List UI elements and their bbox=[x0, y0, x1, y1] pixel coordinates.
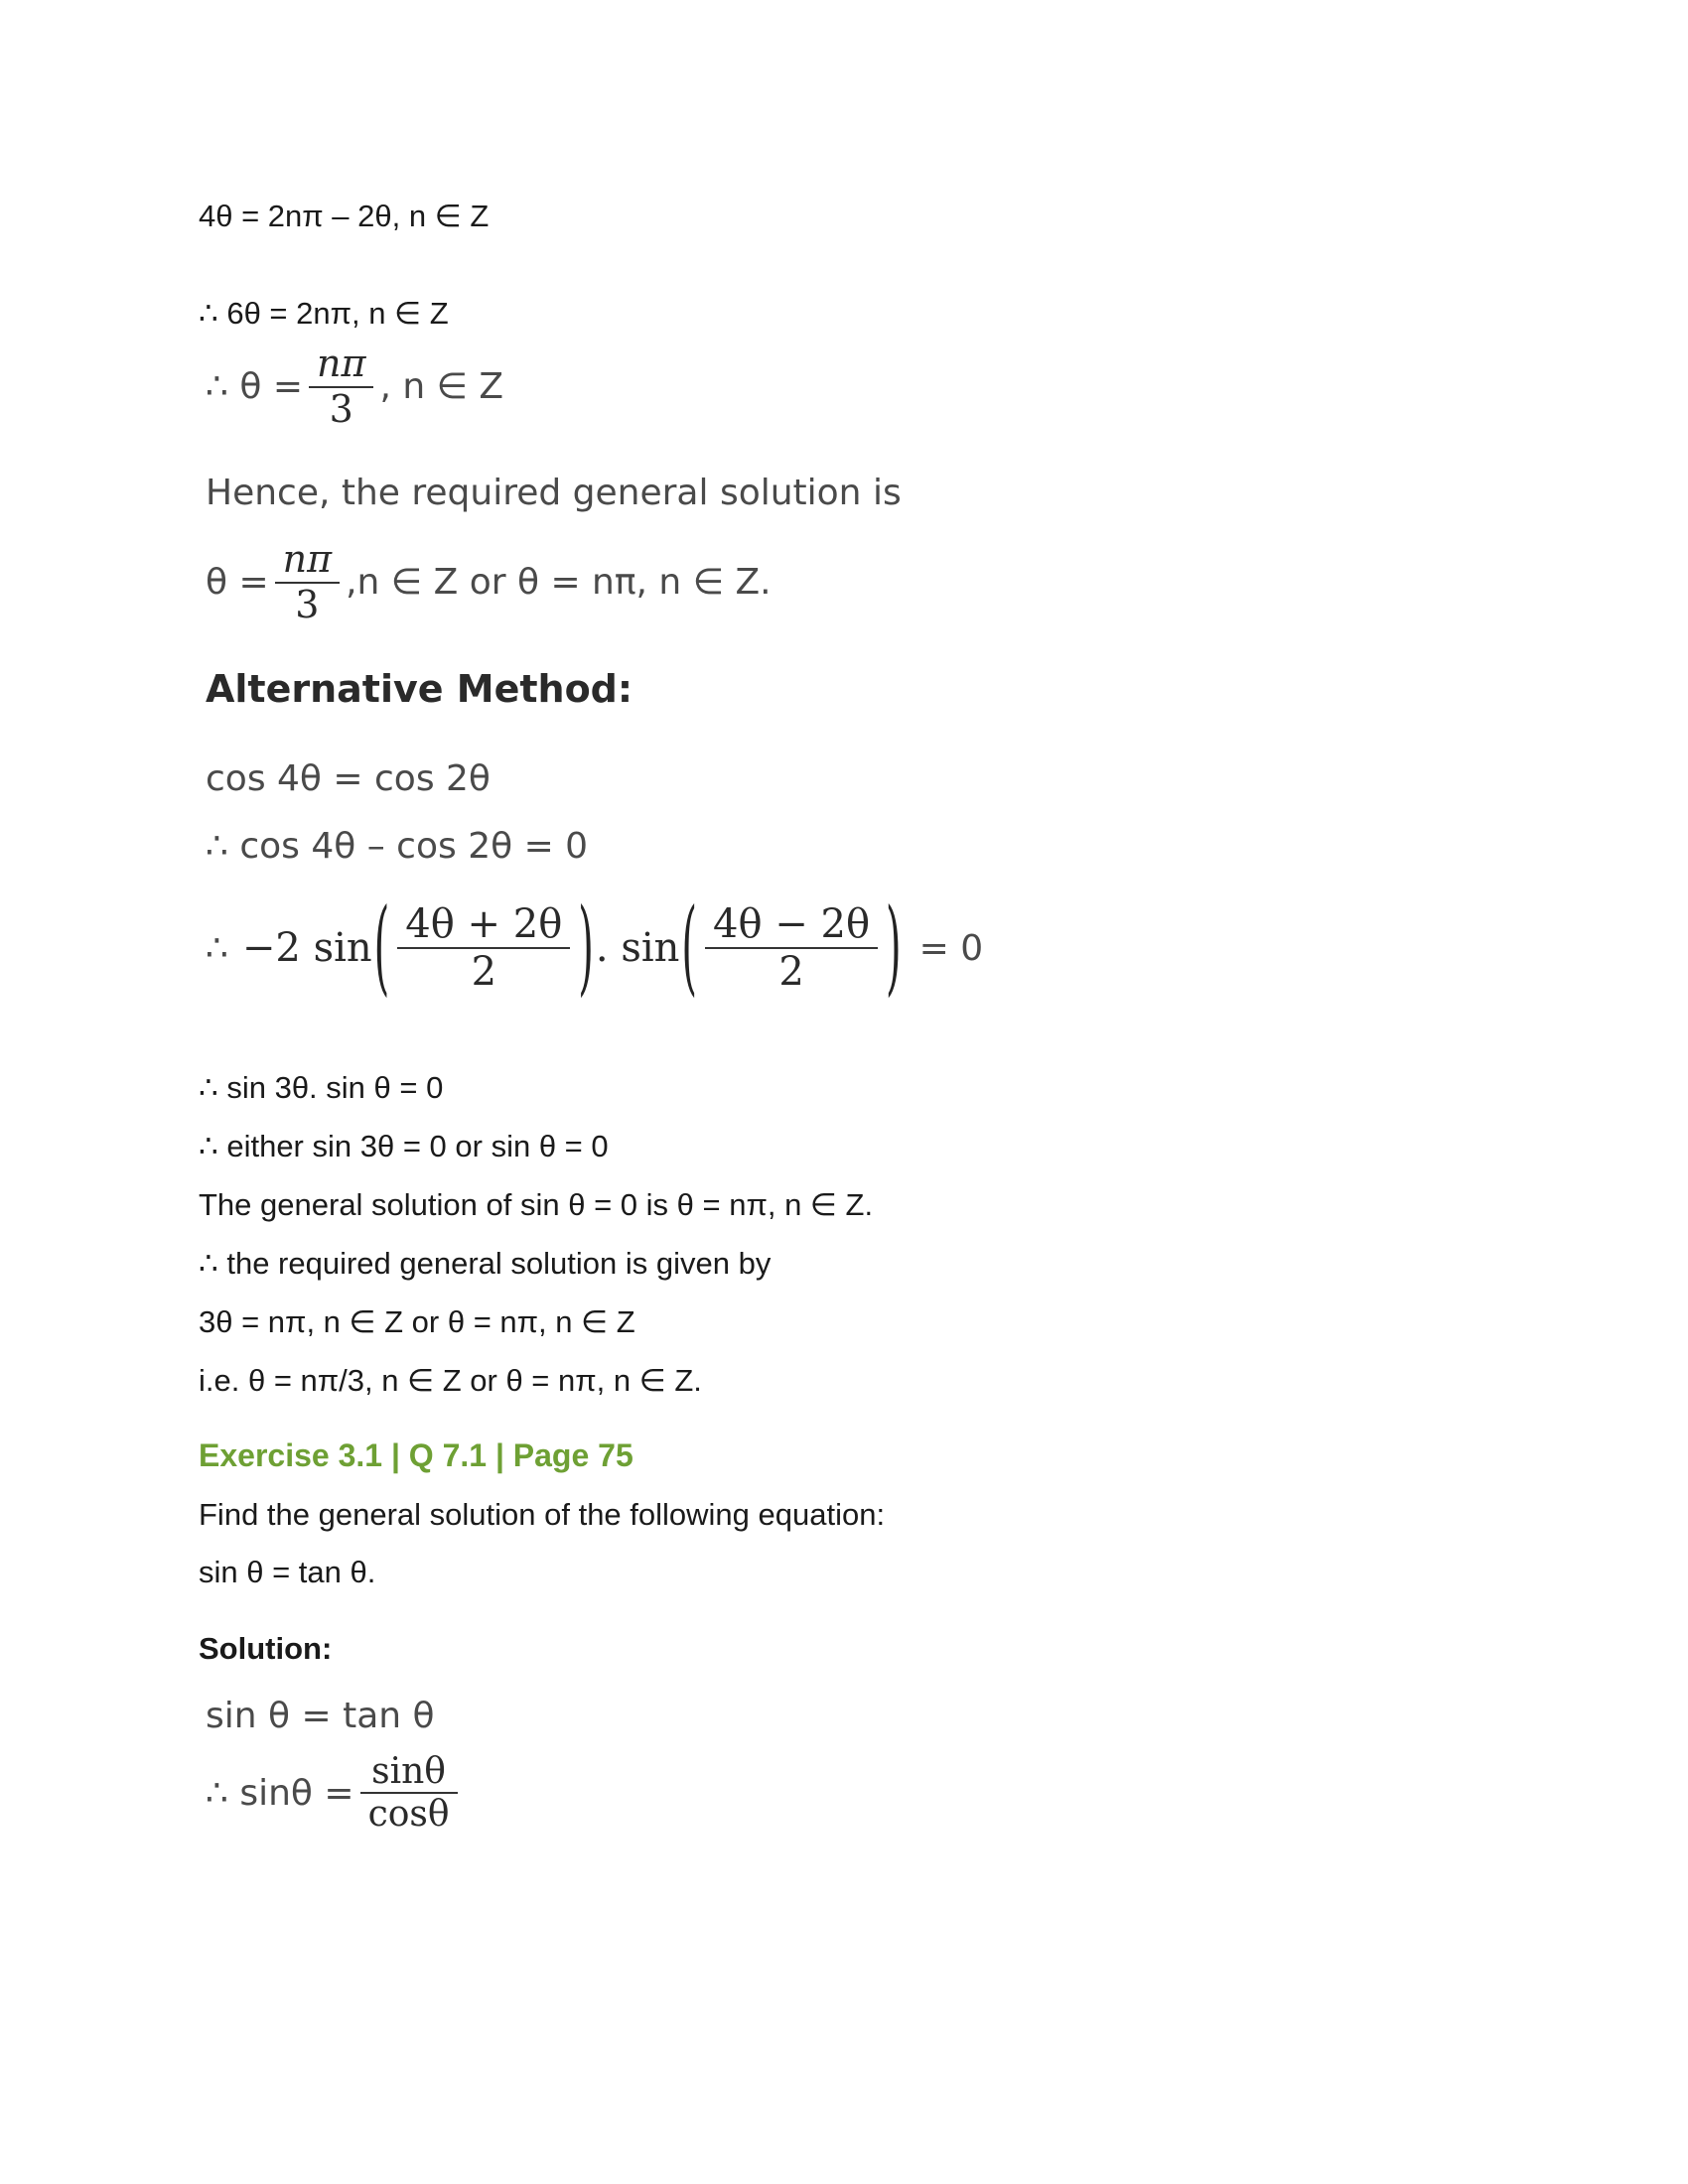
left-paren: ( bbox=[373, 888, 390, 1008]
text-line: The general solution of sin θ = 0 is θ = nπ, n ∈ Z. bbox=[199, 1187, 874, 1222]
theta-fraction-line bbox=[206, 342, 503, 431]
equation-line: 3θ = nπ, n ∈ Z or θ = nπ, n ∈ Z bbox=[199, 1304, 635, 1339]
fraction-numerator: 4θ − 2θ bbox=[705, 901, 878, 949]
fraction-numerator: sinθ bbox=[360, 1751, 458, 1794]
fraction-denominator: 2 bbox=[778, 949, 804, 995]
sin-fraction-line bbox=[206, 1751, 464, 1836]
question-equation: sin θ = tan θ. bbox=[199, 1555, 376, 1589]
fraction-denominator: 3 bbox=[295, 582, 320, 626]
equation-line: 4θ = 2nπ – 2θ, n ∈ Z bbox=[199, 199, 490, 233]
equation-line: ∴ cos 4θ – cos 2θ = 0 bbox=[206, 826, 589, 867]
left-paren: ( bbox=[681, 888, 698, 1008]
text-line: ∴ the required general solution is given by bbox=[199, 1246, 772, 1281]
general-solution-line bbox=[206, 538, 772, 626]
equation-prefix: ∴ sinθ = bbox=[206, 1772, 354, 1814]
equation-middle: . sin bbox=[595, 925, 680, 971]
equation-suffix: ,n ∈ Z or θ = nπ, n ∈ Z. bbox=[346, 562, 772, 604]
right-paren: ) bbox=[886, 888, 902, 1008]
equation-prefix: ∴ bbox=[206, 927, 228, 969]
fraction bbox=[275, 538, 340, 626]
solution-label: Solution: bbox=[199, 1631, 333, 1666]
equation-line: i.e. θ = nπ/3, n ∈ Z or θ = nπ, n ∈ Z. bbox=[199, 1363, 702, 1398]
fraction-denominator: 3 bbox=[329, 386, 353, 431]
right-paren: ) bbox=[578, 888, 594, 1008]
equation-suffix: = 0 bbox=[918, 927, 984, 969]
conclusion-text: Hence, the required general solution is bbox=[206, 473, 902, 513]
fraction-numerator: nπ bbox=[309, 342, 373, 388]
fraction-numerator: nπ bbox=[275, 538, 340, 584]
equation-coefficient: −2 sin bbox=[241, 925, 372, 971]
fraction bbox=[309, 342, 373, 431]
section-heading: Alternative Method: bbox=[206, 667, 633, 711]
equation-prefix: θ = bbox=[206, 562, 269, 604]
equation-line: ∴ either sin 3θ = 0 or sin θ = 0 bbox=[199, 1129, 609, 1163]
fraction-denominator: 2 bbox=[471, 949, 497, 995]
equation-line: cos 4θ = cos 2θ bbox=[206, 758, 491, 799]
equation-line: ∴ 6θ = 2nπ, n ∈ Z bbox=[199, 296, 449, 331]
fraction bbox=[397, 901, 570, 995]
equation-line: sin θ = tan θ bbox=[206, 1696, 435, 1736]
equation-line: ∴ sin 3θ. sin θ = 0 bbox=[199, 1070, 444, 1105]
equation-suffix: , n ∈ Z bbox=[379, 366, 504, 408]
product-formula-line bbox=[206, 888, 984, 1008]
fraction-denominator: cosθ bbox=[367, 1794, 450, 1836]
fraction-numerator: 4θ + 2θ bbox=[397, 901, 570, 949]
fraction bbox=[360, 1751, 458, 1836]
question-text: Find the general solution of the following equation: bbox=[199, 1497, 886, 1532]
exercise-heading: Exercise 3.1 | Q 7.1 | Page 75 bbox=[199, 1437, 633, 1473]
fraction bbox=[705, 901, 878, 995]
equation-prefix: ∴ θ = bbox=[206, 366, 303, 408]
